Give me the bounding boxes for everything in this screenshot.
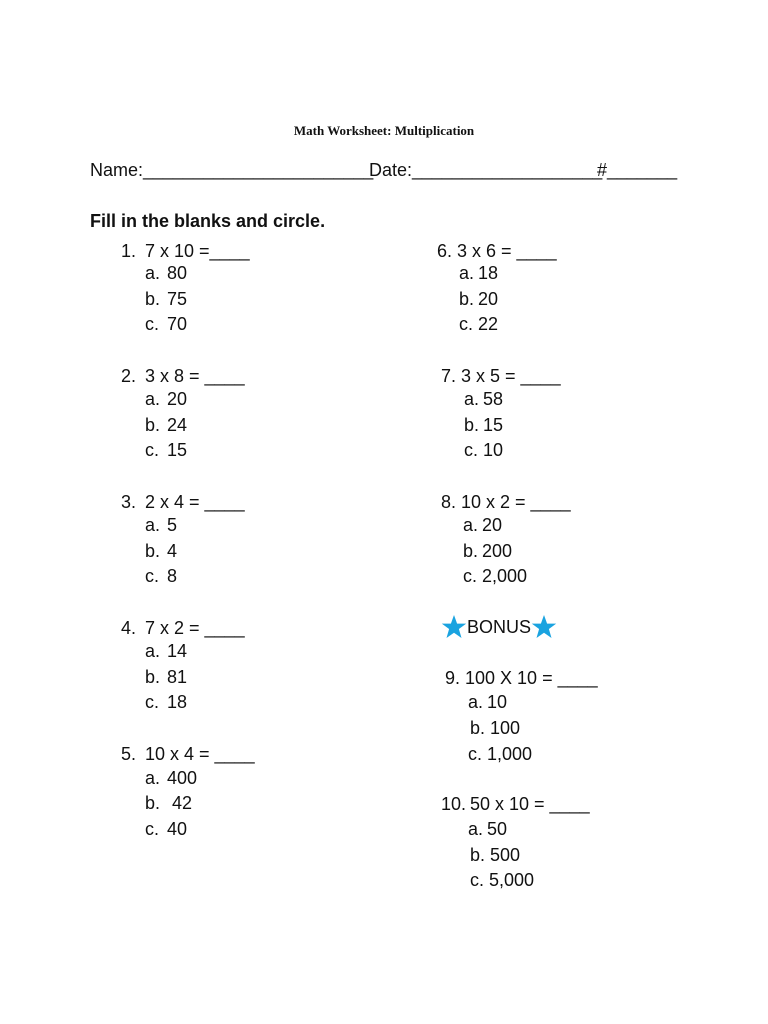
option-letter: a.: [459, 263, 475, 283]
option-value: 24: [167, 415, 188, 435]
option-letter: b.: [145, 415, 161, 435]
option-letter: a.: [464, 389, 480, 409]
option-letter: c.: [145, 692, 160, 712]
question-number: 2.: [121, 366, 137, 386]
option-letter: c.: [468, 744, 483, 764]
option-value: 1,000: [487, 744, 533, 764]
instructions: Fill in the blanks and circle.: [90, 211, 326, 231]
option-letter: a.: [468, 819, 484, 839]
option-letter: c.: [464, 440, 479, 460]
option-letter: a.: [145, 389, 161, 409]
option-value: 40: [167, 819, 188, 839]
option-value: 81: [167, 667, 188, 687]
star-icon: [531, 614, 557, 640]
option-value: 70: [167, 314, 188, 334]
name-field-label: Name:_______________________: [90, 160, 374, 180]
question-problem: 3 x 5 = ____: [461, 366, 561, 386]
option-letter: c.: [470, 870, 485, 890]
option-value: 50: [487, 819, 508, 839]
option-letter: b.: [459, 289, 475, 309]
option-letter: a.: [145, 263, 161, 283]
option-letter: b.: [470, 718, 486, 738]
question-problem: 10 x 2 = ____: [461, 492, 571, 512]
question-number: 7.: [441, 366, 457, 386]
question-problem: 3 x 8 = ____: [145, 366, 245, 386]
option-value: 20: [167, 389, 188, 409]
option-letter: b.: [470, 845, 486, 865]
question-number: 4.: [121, 618, 137, 638]
option-value: 15: [167, 440, 188, 460]
option-value: 22: [478, 314, 499, 334]
question-problem: 7 x 10 =____: [145, 241, 250, 261]
option-value: 20: [478, 289, 499, 309]
option-letter: b.: [145, 541, 161, 561]
question-number: 8.: [441, 492, 457, 512]
option-value: 500: [490, 845, 521, 865]
question-number: 10.: [441, 794, 467, 814]
option-value: 42: [172, 793, 193, 813]
option-letter: b.: [464, 415, 480, 435]
star-icon: [441, 614, 467, 640]
option-letter: a.: [145, 515, 161, 535]
option-letter: b.: [145, 793, 161, 813]
option-letter: a.: [145, 768, 161, 788]
option-letter: a.: [468, 692, 484, 712]
option-letter: c.: [459, 314, 474, 334]
option-letter: c.: [145, 440, 160, 460]
option-value: 2,000: [482, 566, 528, 586]
number-field-label: #_______: [597, 160, 678, 180]
option-letter: a.: [463, 515, 479, 535]
option-value: 20: [482, 515, 503, 535]
option-value: 80: [167, 263, 188, 283]
option-value: 400: [167, 768, 198, 788]
question-problem: 2 x 4 = ____: [145, 492, 245, 512]
option-letter: c.: [463, 566, 478, 586]
option-letter: b.: [145, 289, 161, 309]
option-value: 58: [483, 389, 504, 409]
option-value: 10: [487, 692, 508, 712]
option-value: 200: [482, 541, 513, 561]
question-number: 1.: [121, 241, 137, 261]
question-number: 3.: [121, 492, 137, 512]
option-letter: b.: [145, 667, 161, 687]
option-value: 75: [167, 289, 188, 309]
option-letter: a.: [145, 641, 161, 661]
option-value: 10: [483, 440, 504, 460]
bonus-heading: [441, 614, 557, 640]
date-field-label: Date:___________________: [369, 160, 603, 180]
option-value: 15: [483, 415, 504, 435]
option-value: 5,000: [489, 870, 535, 890]
option-value: 14: [167, 641, 188, 661]
question-problem: 100 X 10 = ____: [465, 668, 598, 688]
question-problem: 3 x 6 = ____: [457, 241, 557, 261]
question-number: 9.: [445, 668, 461, 688]
question-problem: 7 x 2 = ____: [145, 618, 245, 638]
question-problem: 50 x 10 = ____: [470, 794, 590, 814]
option-value: 4: [167, 541, 178, 561]
option-value: 100: [490, 718, 521, 738]
option-letter: c.: [145, 314, 160, 334]
question-number: 6.: [437, 241, 453, 261]
option-value: 8: [167, 566, 178, 586]
worksheet-title: Math Worksheet: Multiplication: [293, 123, 475, 138]
option-letter: b.: [463, 541, 479, 561]
option-value: 18: [167, 692, 188, 712]
option-letter: c.: [145, 566, 160, 586]
question-problem: 10 x 4 = ____: [145, 744, 255, 764]
option-letter: c.: [145, 819, 160, 839]
option-value: 5: [167, 515, 178, 535]
question-number: 5.: [121, 744, 137, 764]
bonus-label: BONUS: [467, 617, 532, 637]
option-value: 18: [478, 263, 499, 283]
